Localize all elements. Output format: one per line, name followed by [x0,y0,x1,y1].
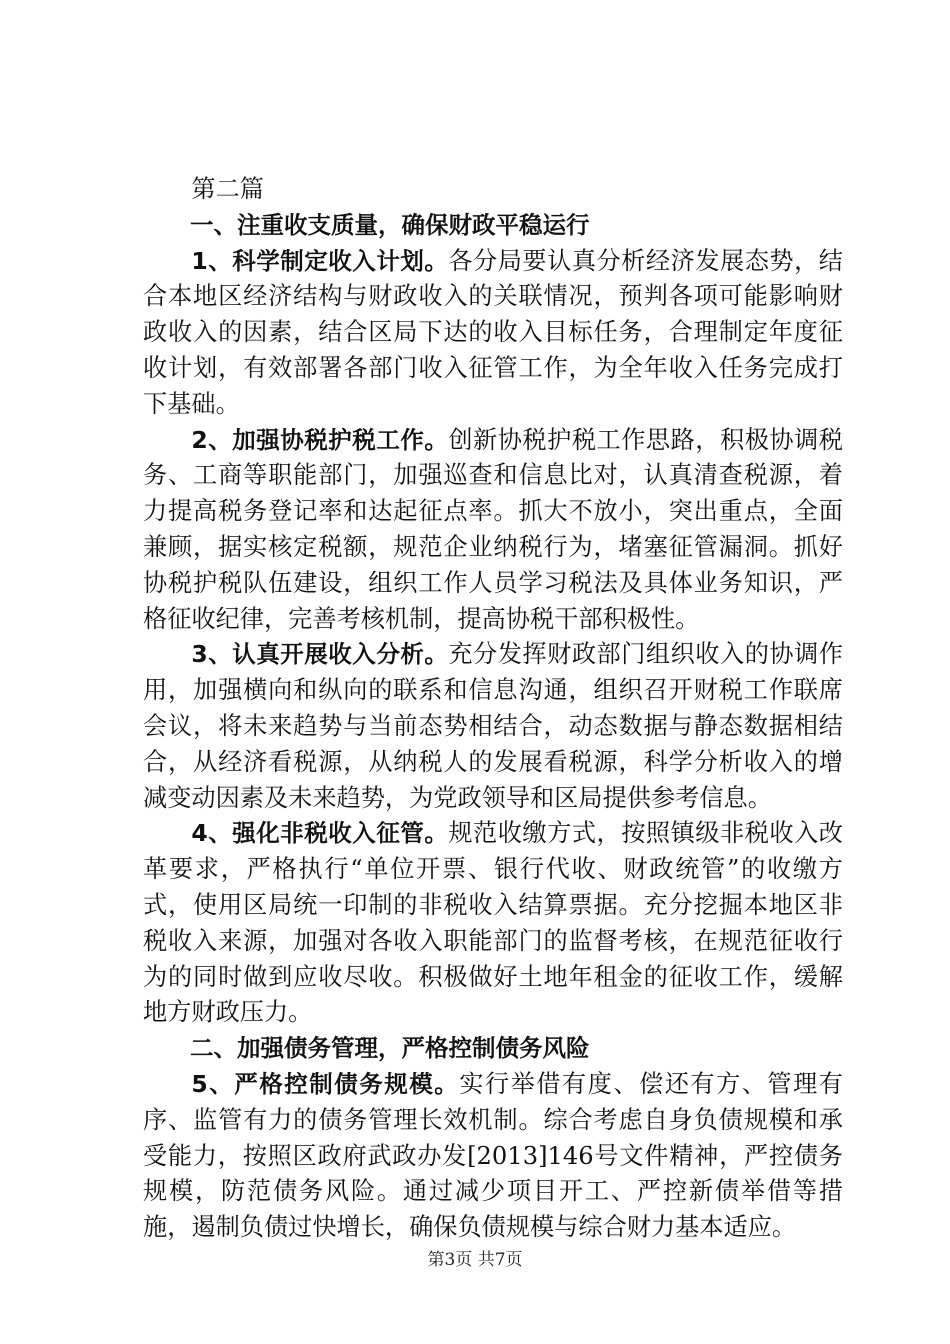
paragraph [143,1067,843,1246]
paragraph-lead: 2、加强协税护税工作。 [191,425,449,454]
paragraph-lead: 3、认真开展收入分析。 [191,640,449,669]
paragraph-body: 各分局要认真分析经济发展态势，结合本地区经济结构与财政收入的关联情况，预判各项可能影响财政收入的因素，结合区局下达的收入目标任务，合理制定年度征收计划，有效部署各部门收入征管工作，为全年收入任务完成打下基础。 [143,246,843,418]
section-heading: 二、加强债务管理，严格控制债务风险 [190,1034,590,1063]
paragraph [143,816,843,1031]
paragraph-body: 创新协税护税工作思路，积极协调税务、工商等职能部门，加强巡查和信息比对，认真清查税源，着力提高税务登记率和达起征点率。抓大不放小，突出重点，全面兼顾，据实核定税额，规范企业纳税行为，堵塞征管漏洞。抓好协税护税队伍建设，组织工作人员学习税法及具体业务知识，严格征收纪律，完善考核机制，提高协税干部积极性。 [143,425,843,633]
paragraph-lead: 1、科学制定收入计划。 [191,246,449,275]
document-body [143,172,843,1246]
section-heading: 一、注重收支质量，确保财政平稳运行 [190,210,590,239]
paragraph-body: 充分发挥财政部门组织收入的协调作用，加强横向和纵向的联系和信息沟通，组织召开财税工作联席会议，将未来趋势与当前态势相结合，动态数据与静态数据相结合，从经济看税源，从纳税人的发展看税源，科学分析收入的增减变动因素及未来趋势，为党政领导和区局提供参考信息。 [143,640,843,812]
paragraph [143,637,843,816]
paragraph-lead: 4、强化非税收入征管。 [191,819,449,848]
paragraph-body: 实行举借有度、偿还有方、管理有序、监管有力的债务管理长效机制。综合考虑自身负债规模和承受能力，按照区政府武政办发[2013]146号文件精神，严控债务规模，防范债务风险。通过减少项目开工、严控新债举借等措施，遏制负债过快增长，确保负债规模与综合财力基本适应。 [143,1069,843,1242]
document-title: 第二篇 [191,175,264,203]
paragraph [143,423,843,638]
page-footer: 第3页 共7页 [427,1250,523,1270]
paragraph [143,244,843,423]
paragraph-body: 规范收缴方式，按照镇级非税收入改革要求，严格执行“单位开票、银行代收、财政统管”的收缴方式，使用区局统一印制的非税收入结算票据。充分挖掘本地区非税收入来源，加强对各收入职能部门的监督考核，在规范征收行为的同时做到应收尽收。积极做好土地年租金的征收工作，缓解地方财政压力。 [143,819,843,1027]
paragraph-lead: 5、严格控制债务规模。 [191,1069,460,1098]
